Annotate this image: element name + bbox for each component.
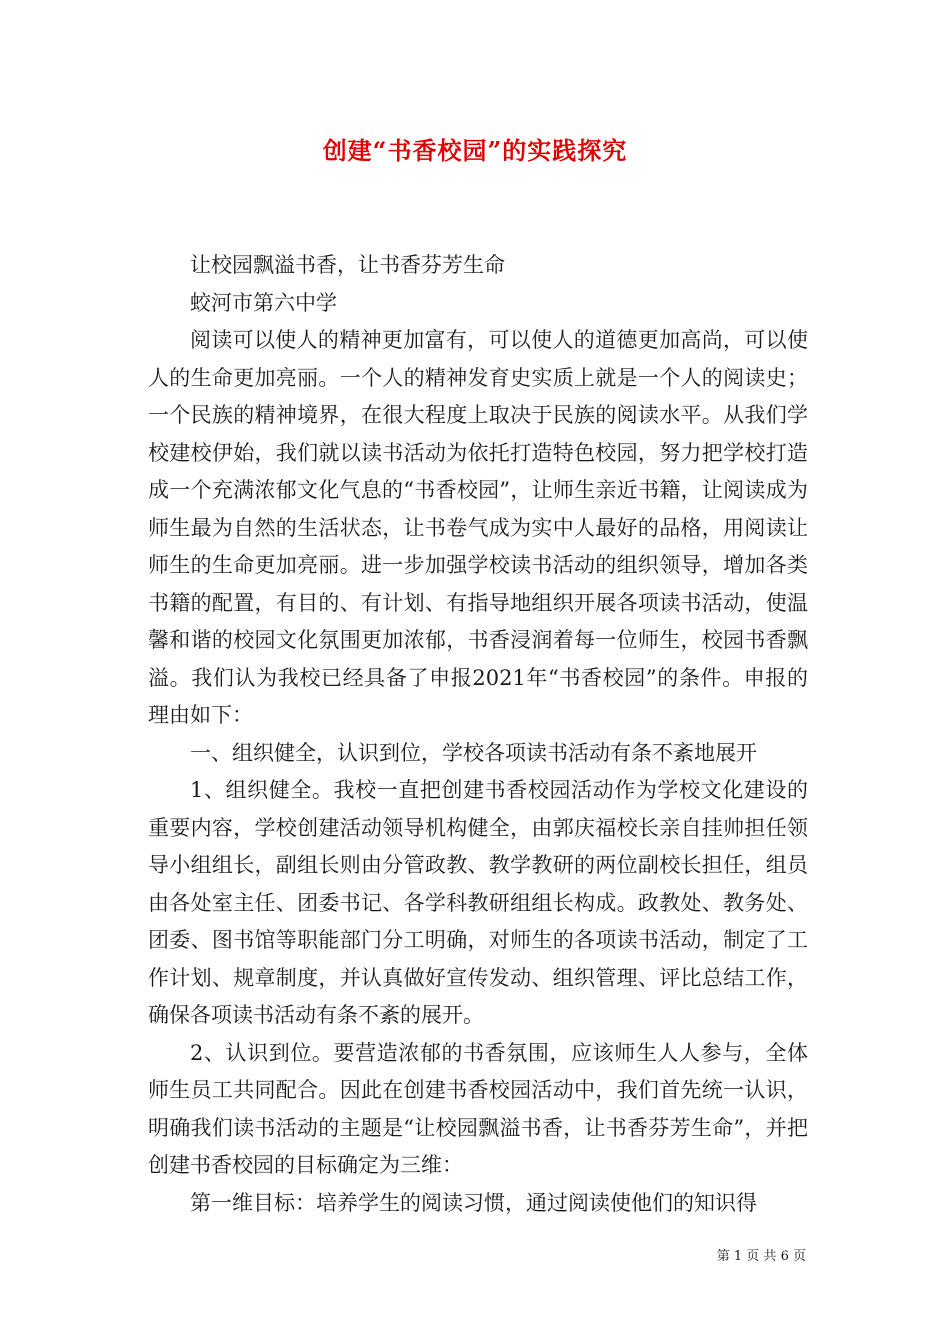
document-title: 创建“书香校园”的实践探究 <box>322 136 628 165</box>
page-footer <box>717 1245 806 1264</box>
paragraph-first-goal: 第一维目标：培养学生的阅读习惯，通过阅读使他们的知识得 <box>190 1190 757 1215</box>
section-heading-1: 一、组织健全，认识到位，学校各项读书活动有条不紊地展开 <box>190 740 757 765</box>
paragraph-awareness: 2、认识到位。要营造浓郁的书香氛围，应该师生人人参与，全体师生员工共同配合。因此在创建书香校园活动中，我们首先统一认识，明确我们读书活动的主题是“让校园飘溢书香，让书香芬芳生命”，并把创建书香校园的目标确定为三维： <box>148 1040 808 1177</box>
footer-suffix: 页 <box>792 1249 806 1264</box>
school-name-paragraph: 蛟河市第六中学 <box>190 290 337 315</box>
intro-paragraph: 阅读可以使人的精神更加富有，可以使人的道德更加高尚，可以使人的生命更加亮丽。一个人的精神发育史实质上就是一个人的阅读史；一个民族的精神境界，在很大程度上取决于民族的阅读水平。从我们学校建校伊始，我们就以读书活动为依托打造特色校园，努力把学校打造成一个充满浓郁文化气息的“书香校园”，让师生亲近书籍，让阅读成为师生最为自然的生活状态，让书卷气成为实中人最好的品格，用阅读让师生的生命更加亮丽。进一步加强学校读书活动的组织领导，增加各类书籍的配置，有目的、有计划、有指导地组织开展各项读书活动，使温馨和谐的校园文化氛围更加浓郁，书香浸润着每一位师生，校园书香飘溢。我们认为我校已经具备了申报2021年“书香校园”的条件。申报的理由如下： <box>148 328 808 727</box>
footer-page-number: 1 <box>733 1249 743 1264</box>
document-body <box>148 247 808 1222</box>
paragraph-organization: 1、组织健全。我校一直把创建书香校园活动作为学校文化建设的重要内容，学校创建活动领导机构健全，由郭庆福校长亲自挂帅担任领导小组组长，副组长则由分管政教、教学教研的两位副校长担任，组员由各处室主任、团委书记、各学科教研组组长构成。政教处、教务处、团委、图书馆等职能部门分工明确，对师生的各项读书活动，制定了工作计划、规章制度，并认真做好宣传发动、组织管理、评比总结工作，确保各项读书活动有条不紊的展开。 <box>148 778 808 1027</box>
footer-prefix: 第 <box>716 1249 730 1264</box>
subtitle-paragraph: 让校园飘溢书香，让书香芬芳生命 <box>190 253 505 277</box>
footer-middle: 页 共 <box>746 1249 777 1264</box>
footer-total-pages: 6 <box>780 1249 789 1264</box>
